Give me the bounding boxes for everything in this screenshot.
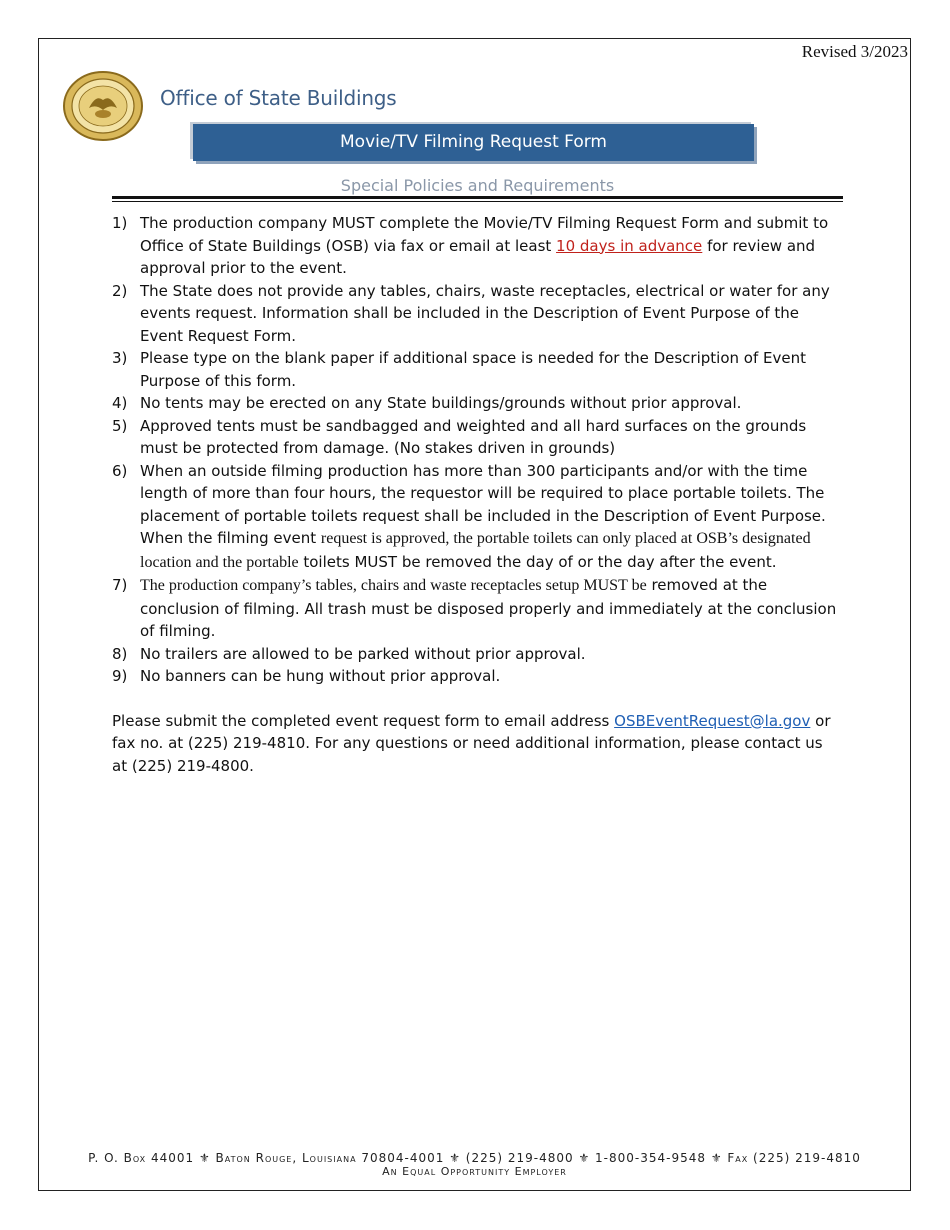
louisiana-state-seal <box>62 70 144 142</box>
revision-date: Revised 3/2023 <box>801 42 908 61</box>
footer-eoe: An Equal Opportunity Employer <box>382 1165 567 1178</box>
item-text: Please type on the blank paper if additional space is needed for the Description of Event Purpose of this form. <box>140 349 806 390</box>
item-text: toilets MUST be removed the day of or the day after the event. <box>298 552 777 571</box>
policy-item <box>112 392 842 415</box>
item-text: The State does not provide any tables, chairs, waste receptacles, electrical or water for any events request. Information shall be included in the Description of Event Purpose of the Event Request Form. <box>140 281 830 345</box>
item-text: No banners can be hung without prior approval. <box>140 667 501 685</box>
item-text: When an outside filming production has more than 300 participants and/or with the time length of more than four hours, the requestor will be required to place portable toilets. The placement of portable toilets request shall be included in the Description of Event Purpose. When the filming event <box>140 461 826 547</box>
policy-item <box>112 460 842 575</box>
item-number: 6) <box>112 461 128 480</box>
policy-item <box>112 574 842 643</box>
policy-list <box>112 212 842 688</box>
policy-item <box>112 347 842 392</box>
item-number: 4) <box>112 394 128 412</box>
item-text-serif: The production company’s tables, chairs and waste receptacles setup MUST be <box>140 577 647 594</box>
item-text: No tents may be erected on any State buildings/grounds without prior approval. <box>140 394 742 412</box>
item-text: Approved tents must be sandbagged and weighted and all hard surfaces on the grounds must be protected from damage. (No stakes driven in grounds) <box>140 416 807 457</box>
item-text: for review and approval prior to the event. <box>140 236 816 277</box>
item-text-serif: request is approved, the portable toilets can only placed at OSB’s designated location and the portable <box>140 530 811 571</box>
policy-item <box>112 643 842 666</box>
item-number: 3) <box>112 349 128 367</box>
item-number: 1) <box>112 214 128 232</box>
section-subtitle: Special Policies and Requirements <box>340 176 615 195</box>
policy-item <box>112 212 842 280</box>
item-text: No trailers are allowed to be parked without prior approval. <box>140 644 586 663</box>
policy-item <box>112 665 842 688</box>
submit-text: or fax no. at (225) 219-4810. For any questions or need additional information, please contact us at (225) 219-4800. <box>112 711 831 775</box>
item-number: 9) <box>112 667 128 685</box>
office-name: Office of State Buildings <box>160 86 397 110</box>
policy-item <box>112 415 842 460</box>
email-link[interactable]: OSBEventRequest@la.gov <box>614 711 811 730</box>
item-number: 2) <box>112 281 128 300</box>
submission-instructions <box>112 710 842 778</box>
policy-item <box>112 280 842 348</box>
submit-text: Please submit the completed event request form to email address <box>112 711 615 730</box>
deadline-highlight: 10 days in advance <box>556 236 703 255</box>
item-text: The production company MUST complete the Movie/TV Filming Request Form and submit to Office of State Buildings (OSB) via fax or email at least <box>140 214 829 255</box>
item-number: 7) <box>112 576 128 594</box>
item-number: 8) <box>112 644 128 663</box>
divider-thick <box>112 196 843 199</box>
item-text: removed at the conclusion of filming. All trash must be disposed properly and immediately at the conclusion of filming. <box>140 576 837 640</box>
divider-thin <box>112 201 843 202</box>
form-title-bar: Movie/TV Filming Request Form <box>193 124 754 161</box>
footer-address: P. O. Box 44001 ⚜ Baton Rouge, Louisiana 70804-4001 ⚜ (225) 219-4800 ⚜ 1-800-354-9548 ⚜ Fax (225) 219-4810 <box>88 1151 861 1165</box>
item-number: 5) <box>112 416 128 435</box>
policies-content <box>112 212 842 777</box>
